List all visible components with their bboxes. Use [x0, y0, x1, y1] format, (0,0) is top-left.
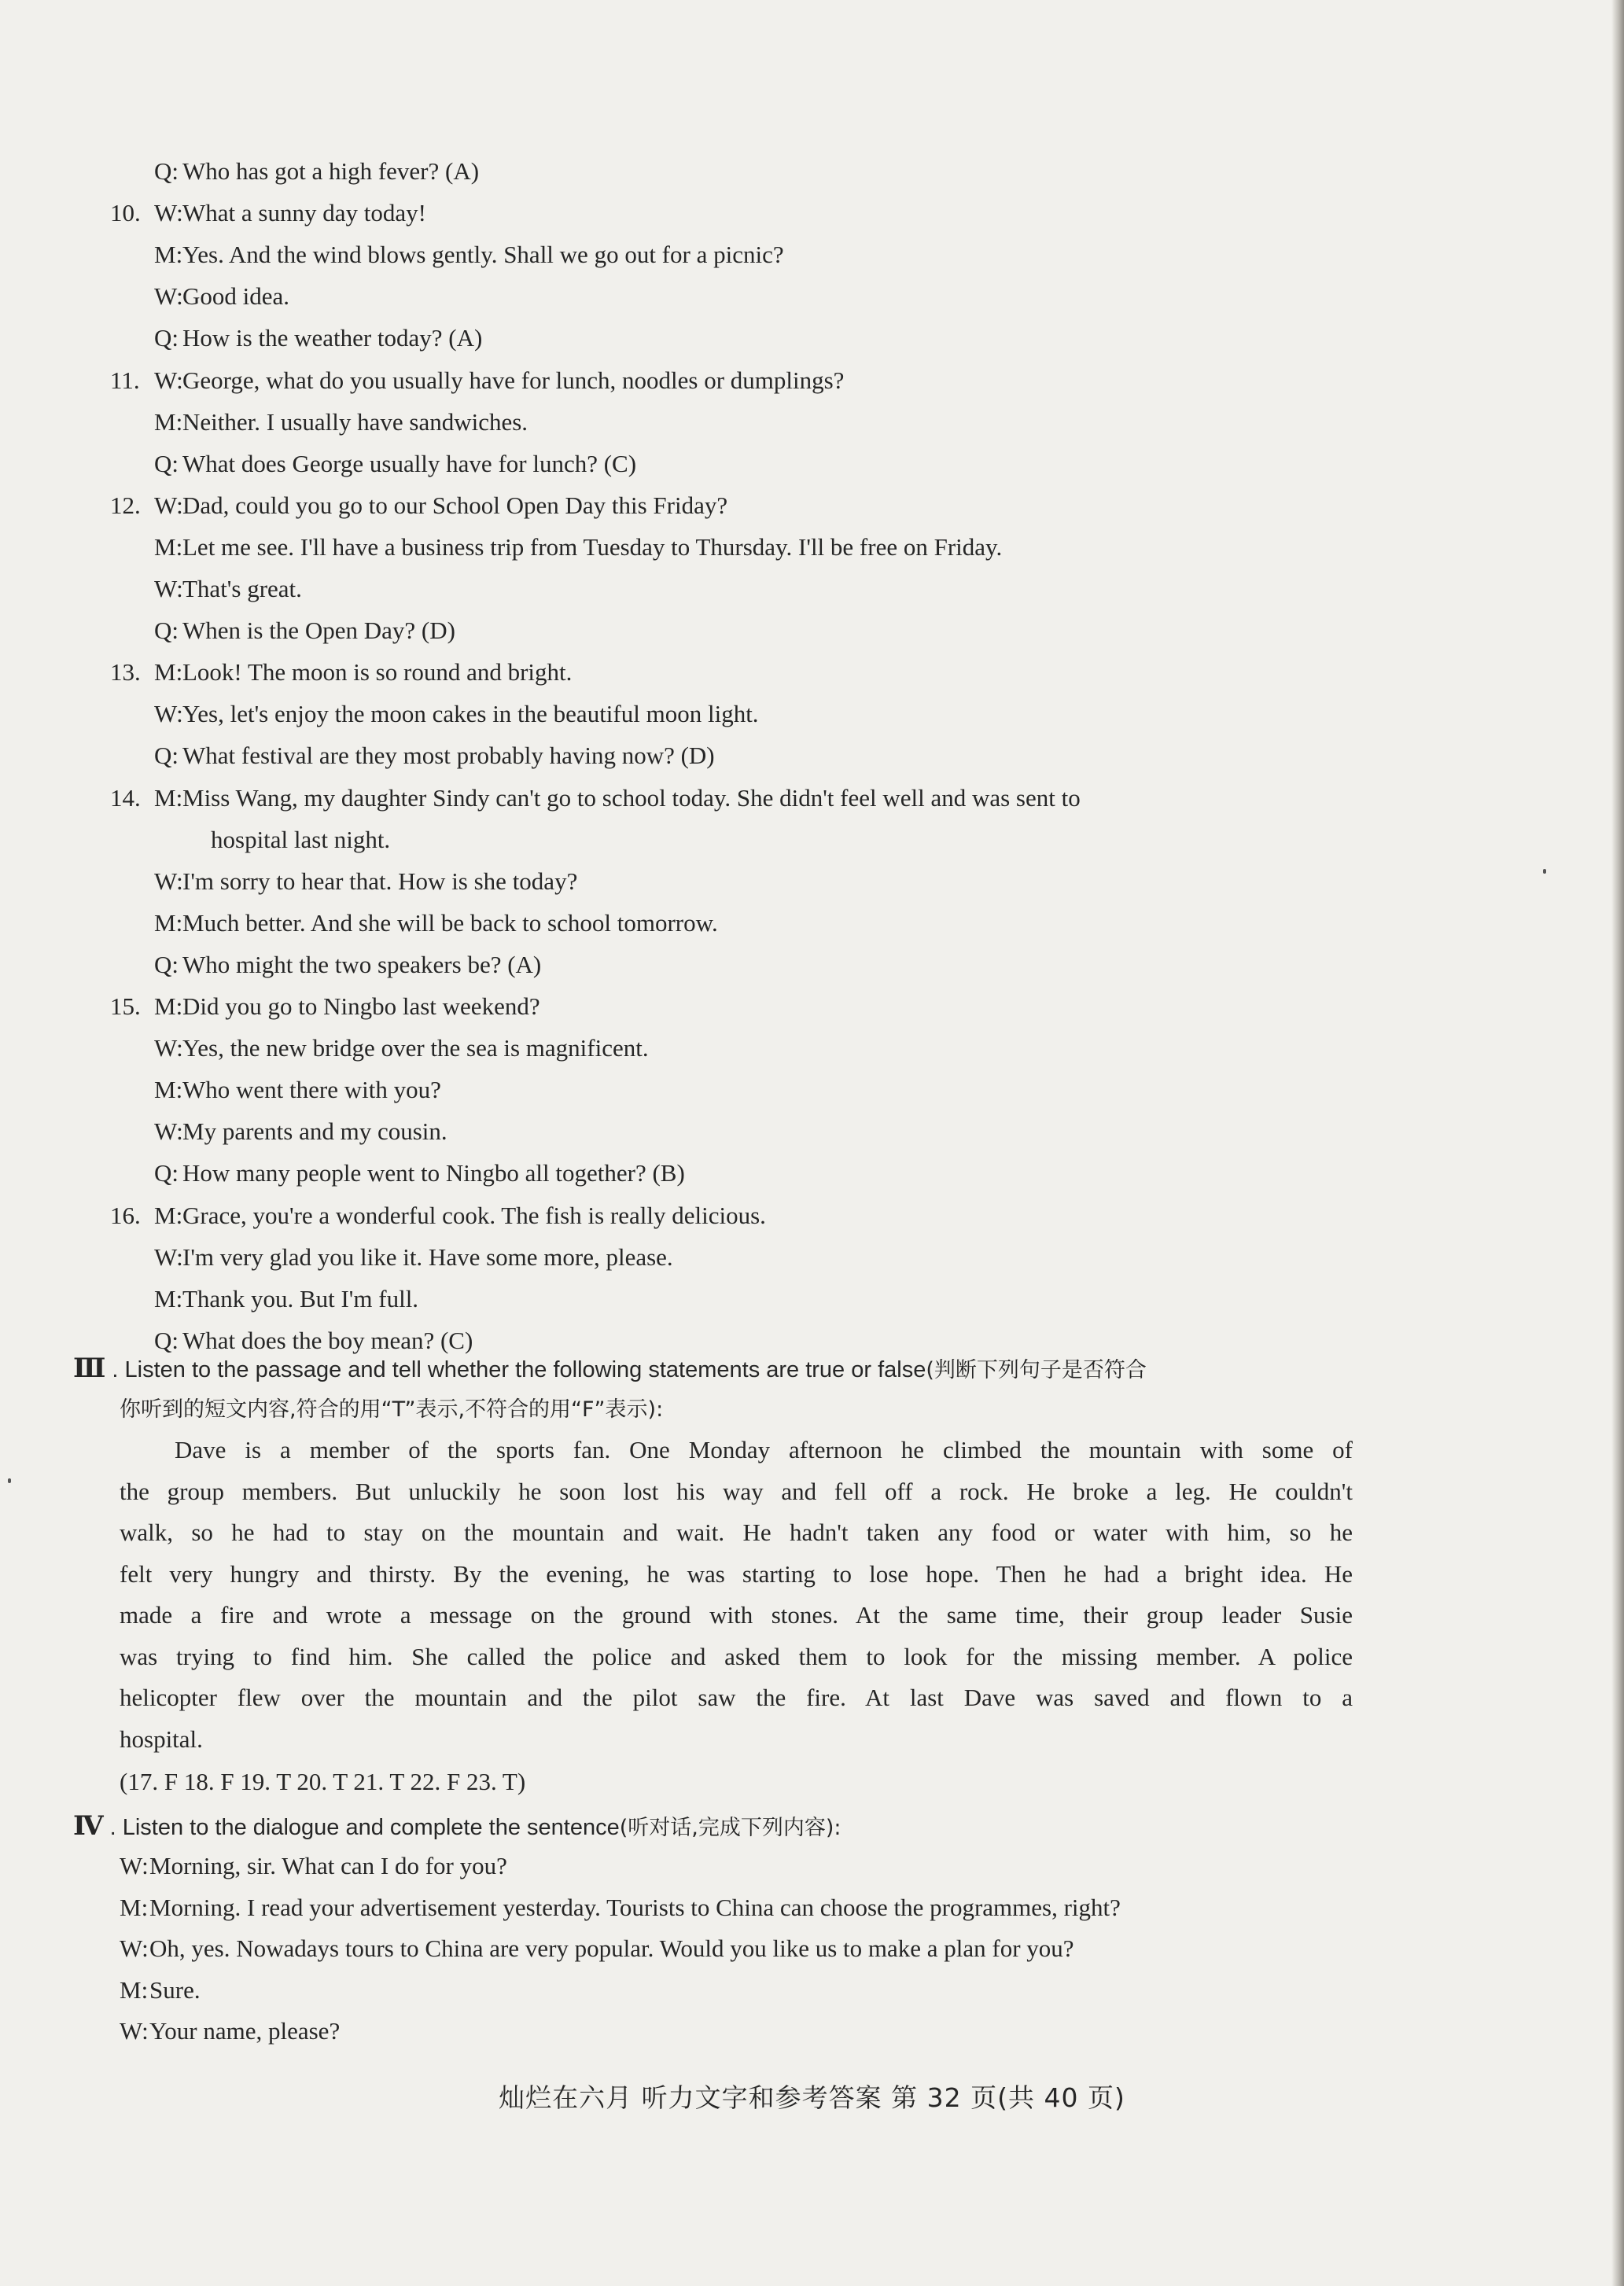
dialogue-text: What a sunny day today! — [182, 199, 426, 227]
speaker-label: W: — [120, 2017, 149, 2045]
dialogue-text: Who might the two speakers be? (A) — [182, 950, 542, 978]
item-number: 12. — [110, 491, 141, 519]
section-3-heading-line-2 — [120, 1392, 663, 1426]
speaker-label: M: — [154, 407, 183, 436]
dialogue-text: Yes, let's enjoy the moon cakes in the beautiful moon light. — [182, 700, 759, 728]
speaker-label: W: — [120, 1852, 149, 1879]
speaker-label: W: — [154, 199, 183, 227]
section-4-heading-cn: (听对话,完成下列内容): — [619, 1816, 841, 1840]
speaker-label: M: — [154, 241, 183, 269]
dialogue-text: Morning. I read your advertisement yesterday. Tourists to China can choose the programmes, right? — [149, 1894, 1121, 1921]
item-number: 14. — [110, 783, 141, 812]
dialogue-text: That's great. — [182, 575, 302, 602]
item-number: 15. — [110, 992, 141, 1020]
speaker-label: W: — [154, 867, 183, 895]
dialogue-text: Morning, sir. What can I do for you? — [149, 1852, 507, 1879]
speaker-label: M: — [154, 658, 183, 687]
item-number: 13. — [110, 658, 141, 687]
speaker-label: Q: — [154, 324, 179, 352]
speaker-label: Q: — [154, 157, 179, 185]
speaker-label: W: — [154, 282, 183, 311]
section-3-heading-cn-1: (判断下列句子是否符合 — [926, 1358, 1147, 1382]
dialogue-text: Who has got a high fever? (A) — [182, 157, 480, 185]
speaker-label: Q: — [154, 617, 179, 645]
passage-line: helicopter flew over the mountain and the pilot saw the fire. At last Dave was saved and flown to a — [120, 1684, 1353, 1711]
dialogue-text: Who went there with you? — [182, 1076, 441, 1104]
dialogue-text: What does George usually have for lunch? (C) — [182, 449, 637, 477]
speaker-label: M: — [154, 783, 183, 812]
dialogue-text: Did you go to Ningbo last weekend? — [182, 992, 540, 1020]
dialogue-text: My parents and my cousin. — [182, 1117, 447, 1146]
dialogue-text: Yes. And the wind blows gently. Shall we go out for a picnic? — [182, 241, 784, 269]
section-3-numeral: Ⅲ — [73, 1353, 106, 1384]
dialogue-text: Much better. And she will be back to school tomorrow. — [182, 908, 718, 937]
speaker-label: M: — [154, 1076, 183, 1104]
dialogue-text: I'm very glad you like it. Have some more, please. — [182, 1242, 673, 1271]
speaker-label: M: — [154, 1201, 183, 1229]
section-3-heading-en: . Listen to the passage and tell whether the following statements are true or false — [112, 1357, 926, 1382]
speaker-label: W: — [154, 1242, 183, 1271]
speaker-label: Q: — [154, 950, 179, 978]
dialogue-text: Dad, could you go to our School Open Day this Friday? — [182, 491, 728, 519]
passage-line: made a fire and wrote a message on the ground with stones. At the same time, their group leader Susie — [120, 1601, 1353, 1629]
dialogue-text: Neither. I usually have sandwiches. — [182, 407, 528, 436]
speaker-label: M: — [120, 1894, 149, 1921]
answers: (17. F 18. F 19. T 20. T 21. T 22. F 23. T) — [120, 1768, 526, 1795]
passage-line: hospital. — [120, 1725, 203, 1753]
speaker-label: M: — [154, 992, 183, 1020]
dialogue-text: Let me see. I'll have a business trip from Tuesday to Thursday. I'll be free on Friday. — [182, 532, 1003, 561]
dialogue-text: Grace, you're a wonderful cook. The fish is really delicious. — [182, 1201, 766, 1229]
speaker-label: M: — [154, 908, 183, 937]
passage-line: Dave is a member of the sports fan. One Monday afternoon he climbed the mountain with some of — [175, 1436, 1353, 1463]
dialogue-text: What festival are they most probably having now? (D) — [182, 742, 715, 770]
item-number: 11. — [110, 366, 140, 394]
dialogue-text: Your name, please? — [149, 2017, 341, 2045]
passage-line: the group members. But unluckily he soon lost his way and fell off a rock. He broke a leg. He couldn't — [120, 1478, 1353, 1505]
dialogue-text: What does the boy mean? (C) — [182, 1326, 473, 1354]
dialogue-text: Yes, the new bridge over the sea is magnificent. — [182, 1034, 649, 1062]
speaker-label: Q: — [154, 1159, 179, 1187]
dialogue-text: Miss Wang, my daughter Sindy can't go to school today. She didn't feel well and was sent to — [182, 783, 1081, 812]
speaker-label: W: — [120, 1934, 149, 1962]
speaker-label: W: — [154, 700, 183, 728]
dialogue-text: How many people went to Ningbo all together? (B) — [182, 1159, 685, 1187]
scan-speck — [1543, 869, 1546, 874]
speaker-label: M: — [120, 1976, 149, 2004]
speaker-label: W: — [154, 1117, 183, 1146]
section-3-heading — [73, 1351, 1147, 1386]
dialogue-text: How is the weather today? (A) — [182, 324, 483, 352]
speaker-label: W: — [154, 1034, 183, 1062]
speaker-label: Q: — [154, 449, 179, 477]
dialogue-text: Look! The moon is so round and bright. — [182, 658, 573, 687]
speaker-label: W: — [154, 366, 183, 394]
section-4-numeral: Ⅳ — [73, 1810, 104, 1842]
speaker-label: W: — [154, 491, 183, 519]
speaker-label: M: — [154, 1284, 183, 1312]
speaker-label: W: — [154, 575, 183, 602]
item-number: 16. — [110, 1201, 141, 1229]
passage-line: walk, so he had to stay on the mountain and wait. He hadn't taken any food or water with him, so he — [120, 1518, 1353, 1546]
section-4-heading-en: . Listen to the dialogue and complete the sentence — [109, 1815, 620, 1840]
speaker-label: Q: — [154, 742, 179, 770]
speaker-label: M: — [154, 532, 183, 561]
page-footer: 灿烂在六月 听力文字和参考答案 第 32 页(共 40 页) — [499, 2082, 1125, 2113]
dialogue-text: Good idea. — [182, 282, 290, 311]
section-4-heading — [73, 1809, 841, 1843]
dialogue-text: Oh, yes. Nowadays tours to China are very popular. Would you like us to make a plan for you? — [149, 1934, 1074, 1962]
passage-line: was trying to find him. She called the police and asked them to look for the missing member. A police — [120, 1643, 1353, 1670]
dialogue-text: hospital last night. — [211, 825, 391, 853]
scan-speck — [8, 1478, 11, 1483]
dialogue-text: When is the Open Day? (D) — [182, 617, 455, 645]
dialogue-text: Sure. — [149, 1976, 201, 2004]
dialogue-text: George, what do you usually have for lunch, noodles or dumplings? — [182, 366, 845, 394]
page-edge-shadow — [1611, 0, 1624, 2286]
speaker-label: Q: — [154, 1326, 179, 1354]
dialogue-text: I'm sorry to hear that. How is she today? — [182, 867, 578, 895]
passage-line: felt very hungry and thirsty. By the evening, he was starting to lose hope. Then he had a bright idea. He — [120, 1560, 1353, 1588]
item-number: 10. — [110, 199, 141, 227]
dialogue-text: Thank you. But I'm full. — [182, 1284, 419, 1312]
section-3-heading-cn-2: 你听到的短文内容,符合的用“T”表示,不符合的用“F”表示): — [120, 1397, 664, 1422]
